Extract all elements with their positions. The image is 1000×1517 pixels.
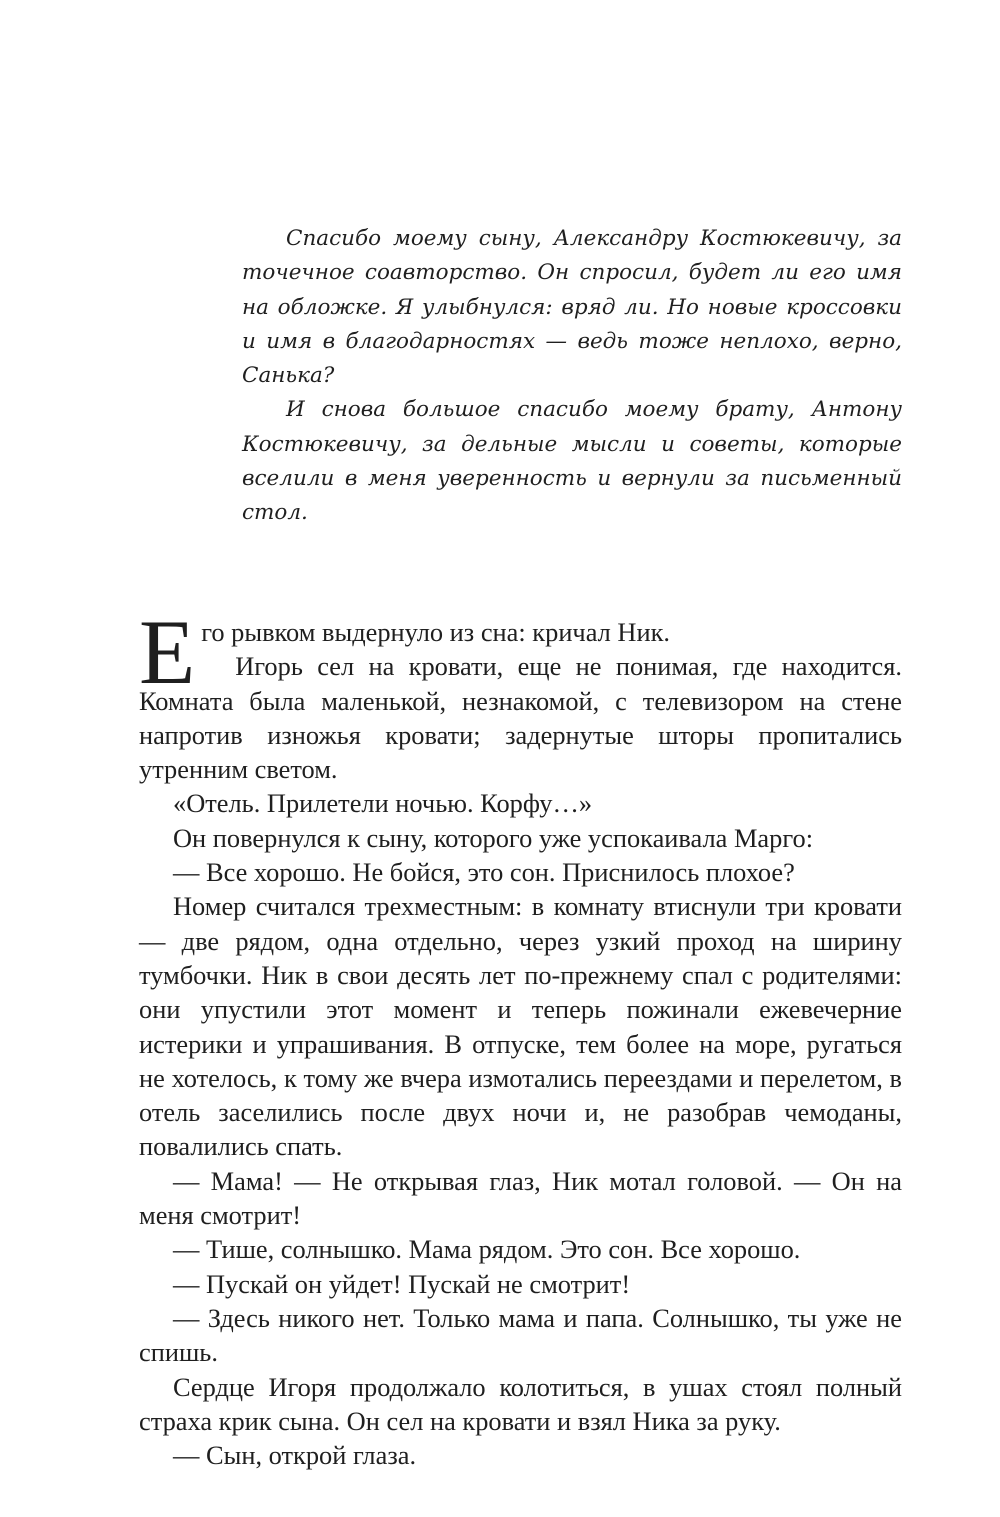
dedication-paragraph: И снова большое спасибо моему брату, Антону Костюкевичу, за дельные мысли и советы, которые вселили в меня уверенность и вернули за письменный стол. [242,397,902,526]
body-paragraph: «Отель. Прилетели ночью. Корфу…» [173,788,593,819]
body-paragraph: Сердце Игоря продолжало колотиться, в ушах стоял полный страха крик сына. Он сел на кровати и взял Ника за руку. [139,1371,902,1436]
drop-cap: Е [139,601,196,703]
body-paragraph: — Тише, солнышко. Мама рядом. Это сон. Все хорошо. [173,1234,801,1265]
body-paragraph: Игорь сел на кровати, еще не понимая, где находится. Комната была маленькой, незнакомой, с телевизором на стене напротив изножья кровати; задернутые шторы пропитались утренним светом. [139,651,902,785]
body-paragraph: — Мама! — Не открывая глаз, Ник мотал головой. — Он на меня смотрит! [139,1165,902,1231]
opening-line: го рывком выдернуло из сна: кричал Ник. [201,617,671,647]
body-paragraph: Он повернулся к сыну, которого уже успокаивала Марго: [173,822,814,853]
dedication-paragraph: Спасибо моему сыну, Александру Костюкевичу, за точечное соавторство. Он спросил, будет ли его имя на обложке. Я улыбнулся: вряд ли. Но новые кроссовки и имя в благодарностях — ведь тоже неплохо, верно, Санька? [242,226,902,389]
chapter-opening-paragraph [139,601,902,703]
chapter-text [139,601,902,1472]
body-paragraph: — Пускай он уйдет! Пускай не смотрит! [173,1268,631,1299]
body-paragraph: — Здесь никого нет. Только мама и папа. Солнышко, ты уже не спишь. [139,1302,902,1368]
dedication [242,222,902,531]
body-paragraph: Номер считался трехместным: в комнату втиснули три кровати — две рядом, одна отдельно, через узкий проход на ширину тумбочки. Ник в свои десять лет по-прежнему спал с родителями: они упустили этот момент и теперь пожинали ежевечерние истерики и упрашивания. В отпуске, тем более на море, ругаться не хотелось, к тому же вчера измотались переездами и перелетом, в отель заселились после двух ночи и, не разобрав чемоданы, повалились спать. [139,891,902,1162]
body-paragraph: — Все хорошо. Не бойся, это сон. Приснилось плохое? [173,857,795,888]
body-paragraph: — Сын, открой глаза. [173,1440,417,1471]
